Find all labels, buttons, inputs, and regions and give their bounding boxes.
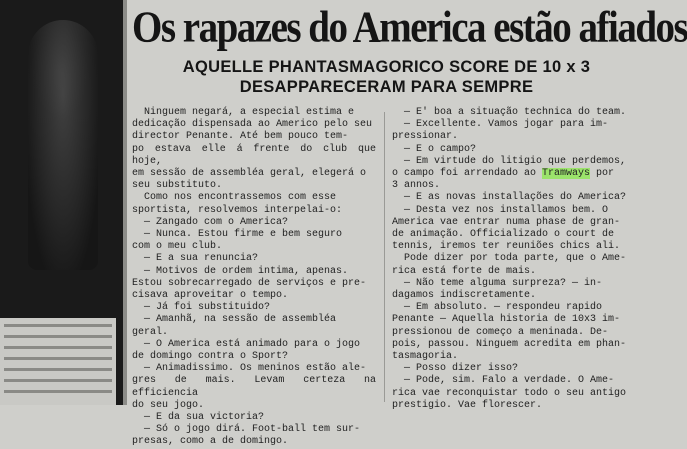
text-line: Penante — Aquella historia de 10x3 im- [392, 314, 621, 326]
text-line: — Desta vez nos installamos bem. O [392, 204, 609, 216]
text-line: 3 annos. [392, 180, 441, 192]
text-line: America vae entrar numa phase de gran- [392, 216, 621, 228]
text-line: — Nunca. Estou firme e bem seguro [132, 229, 343, 241]
text-line: — Zangado com o America? [132, 216, 289, 228]
text-line: presas, como a de domingo. [132, 436, 289, 448]
subhead-line-2: DESAPPARECERAM PARA SEMPRE [239, 78, 534, 96]
text-line: pressionou de começo a meninada. De- [392, 326, 609, 338]
text-line: — Em absoluto. — respondeu rapido [392, 302, 603, 314]
text-line: gres de mais. Levam certeza na efficiencia [132, 375, 383, 399]
text-line: pressionar. [392, 131, 459, 143]
text-line [392, 168, 636, 180]
text-line: dedicação dispensada ao Americo pelo seu [132, 119, 373, 131]
text-line: rica está forte de mais. [392, 265, 537, 277]
left-text-column [132, 107, 383, 448]
text-line: — Só o jogo dirá. Foot-ball tem sur- [132, 424, 361, 436]
text-line: pois, passou. Ninguem acredita em phan- [392, 338, 627, 350]
text-line: tennis, iremos ter reuniões chics ali. [392, 241, 621, 253]
text-line: Ninguem negará, a especial estima e [132, 107, 355, 118]
text-line: com o meu club. [132, 241, 223, 253]
text-segment: por [590, 168, 615, 180]
text-line: — Pode, sim. Falo a verdade. O Ame- [392, 375, 615, 387]
photo-caption-area [0, 318, 116, 405]
text-line: do seu jogo. [132, 399, 205, 411]
text-line: cisava aproveitar o tempo. [132, 290, 289, 302]
right-text-column [392, 107, 636, 411]
text-line: de animação. Officializado o court de [392, 229, 615, 241]
text-line: — E o campo? [392, 143, 477, 155]
text-line: Estou sobrecarregado de serviços e pre- [132, 277, 367, 289]
text-line: Como nos encontrassemos com esse [132, 192, 337, 204]
text-line: — Motivos de ordem intima, apenas. [132, 265, 349, 277]
text-line: — Em virtude do litigio que perdemos, [392, 155, 627, 167]
text-line: — Amanhã, na sessão de assembléa [132, 314, 337, 326]
text-line: rica vae reconquistar todo o seu antigo [392, 387, 627, 399]
subhead-line-1: AQUELLE PHANTASMAGORICO SCORE DE 10 x 3 [182, 58, 591, 76]
text-line: — E' boa a situação technica do team. [392, 107, 627, 118]
text-line: — Já foi substituido? [132, 302, 271, 314]
text-line: — E a sua renuncia? [132, 253, 259, 265]
text-line: seu substituto. [132, 180, 223, 192]
text-line: Pode dizer por toda parte, que o Ame- [392, 253, 627, 265]
text-line: tasmagoria. [392, 351, 459, 363]
text-line: — Não teme alguma surpreza? — in- [392, 277, 603, 289]
text-line: sportista, resolvemos interpelai-o: [132, 204, 343, 216]
photo-column [0, 0, 123, 405]
article-subhead [132, 57, 641, 97]
highlighted-word: Tramways [542, 168, 591, 180]
text-line: — O America está animado para o jogo [132, 338, 361, 350]
text-line: po estava elle á frente do club que hoje, [132, 143, 383, 167]
text-line: dagamos indiscretamente. [392, 290, 537, 302]
text-segment: o campo foi arrendado ao [392, 168, 543, 180]
text-line: — E as novas installações do America? [392, 192, 627, 204]
text-line: em sessão de assembléa geral, elegerá o [132, 168, 367, 180]
text-line: — Animadissimo. Os meninos estão ale- [132, 363, 367, 375]
text-line: geral. [132, 326, 169, 338]
text-line: — E da sua victoria? [132, 412, 265, 424]
text-line: director Penante. Até bem pouco tem- [132, 131, 349, 143]
text-line: prestigio. Vae florescer. [392, 399, 543, 411]
newspaper-photo [28, 20, 98, 270]
text-line: — Excellente. Vamos jogar para im- [392, 119, 609, 131]
article-body [132, 107, 637, 448]
text-line: de domingo contra o Sport? [132, 351, 289, 363]
column-rule [123, 0, 127, 405]
article-headline: Os rapazes do America estão afiados [132, 2, 687, 52]
text-line: — Posso dizer isso? [392, 363, 519, 375]
